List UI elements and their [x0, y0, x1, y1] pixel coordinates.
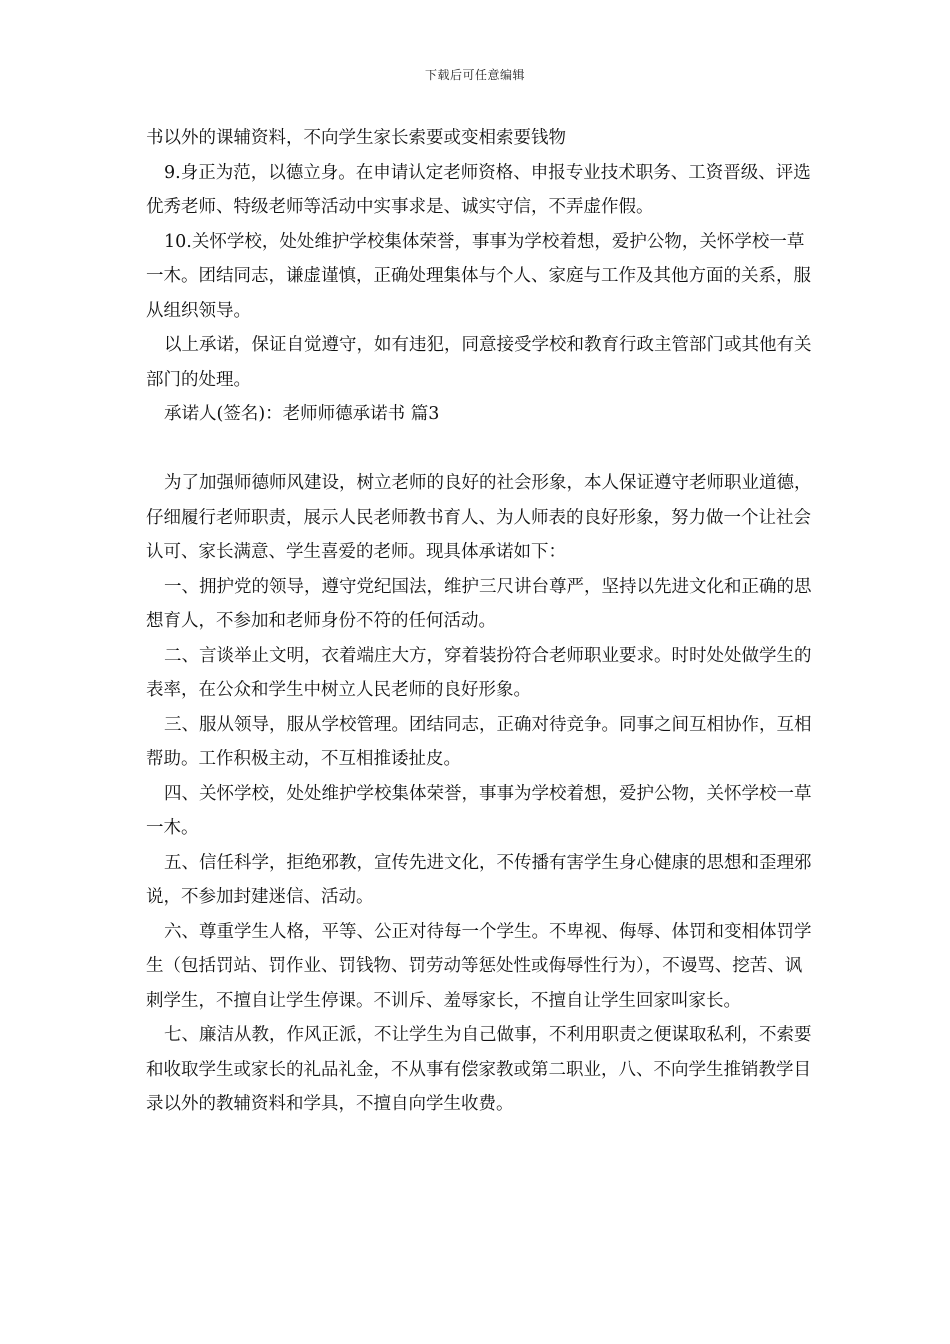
header-note: 下载后可任意编辑	[424, 68, 525, 82]
paragraph-point-7: 七、廉洁从教，作风正派，不让学生为自己做事，不利用职责之便谋取私利，不索要和收取学生或家长的礼品礼金，不从事有偿家教或第二职业，八、不向学生推销教学目录以外的教辅资料和学具，不擅自向学生收费。	[146, 1025, 812, 1114]
paragraph-point-6: 六、尊重学生人格，平等、公正对待每一个学生。不卑视、侮辱、体罚和变相体罚学生（包括罚站、罚作业、罚钱物、罚劳动等惩处性或侮辱性行为），不谩骂、挖苦、讽刺学生，不擅自让学生停课。不训斥、羞辱家长，不擅自让学生回家叫家长。	[146, 921, 812, 1011]
paragraph-item-9: 9.身正为范，以德立身。在申请认定老师资格、申报专业技术职务、工资晋级、评选优秀老师、特级老师等活动中实事求是、诚实守信，不弄虚作假。	[146, 162, 811, 217]
paragraph-intro: 为了加强师德师风建设，树立老师的良好的社会形象，本人保证遵守老师职业道德，仔细履行老师职责，展示人民老师教书育人、为人师表的良好形象，努力做一个让社会认可、家长满意、学生喜爱的老师。现具体承诺如下：	[146, 473, 812, 562]
paragraph-promise-closing: 以上承诺，保证自觉遵守，如有违犯，同意接受学校和教育行政主管部门或其他有关部门的处理。	[146, 335, 812, 390]
blank-line	[146, 432, 816, 467]
paragraph-point-4: 四、关怀学校，处处维护学校集体荣誉，事事为学校着想，爱护公物，关怀学校一草一木。	[146, 783, 812, 838]
document-body	[146, 121, 816, 1122]
paragraph-continuation: 书以外的课辅资料，不向学生家长索要或变相索要钱物	[146, 128, 566, 148]
paragraph-signature-heading: 承诺人(签名)：老师师德承诺书 篇3	[164, 404, 440, 424]
paragraph-point-3: 三、服从领导，服从学校管理。团结同志，正确对待竞争。同事之间互相协作，互相帮助。工作积极主动，不互相推诿扯皮。	[146, 714, 812, 769]
paragraph-point-1: 一、拥护党的领导，遵守党纪国法，维护三尺讲台尊严，坚持以先进文化和正确的思想育人，不参加和老师身份不符的任何活动。	[146, 576, 812, 631]
paragraph-point-2: 二、言谈举止文明，衣着端庄大方，穿着装扮符合老师职业要求。时时处处做学生的表率，在公众和学生中树立人民老师的良好形象。	[146, 645, 812, 700]
paragraph-point-5: 五、信任科学，拒绝邪教，宣传先进文化，不传播有害学生身心健康的思想和歪理邪说，不参加封建迷信、活动。	[146, 852, 812, 907]
paragraph-item-10: 10.关怀学校，处处维护学校集体荣誉，事事为学校着想，爱护公物，关怀学校一草一木。团结同志，谦虚谨慎，正确处理集体与个人、家庭与工作及其他方面的关系，服从组织领导。	[146, 231, 811, 321]
